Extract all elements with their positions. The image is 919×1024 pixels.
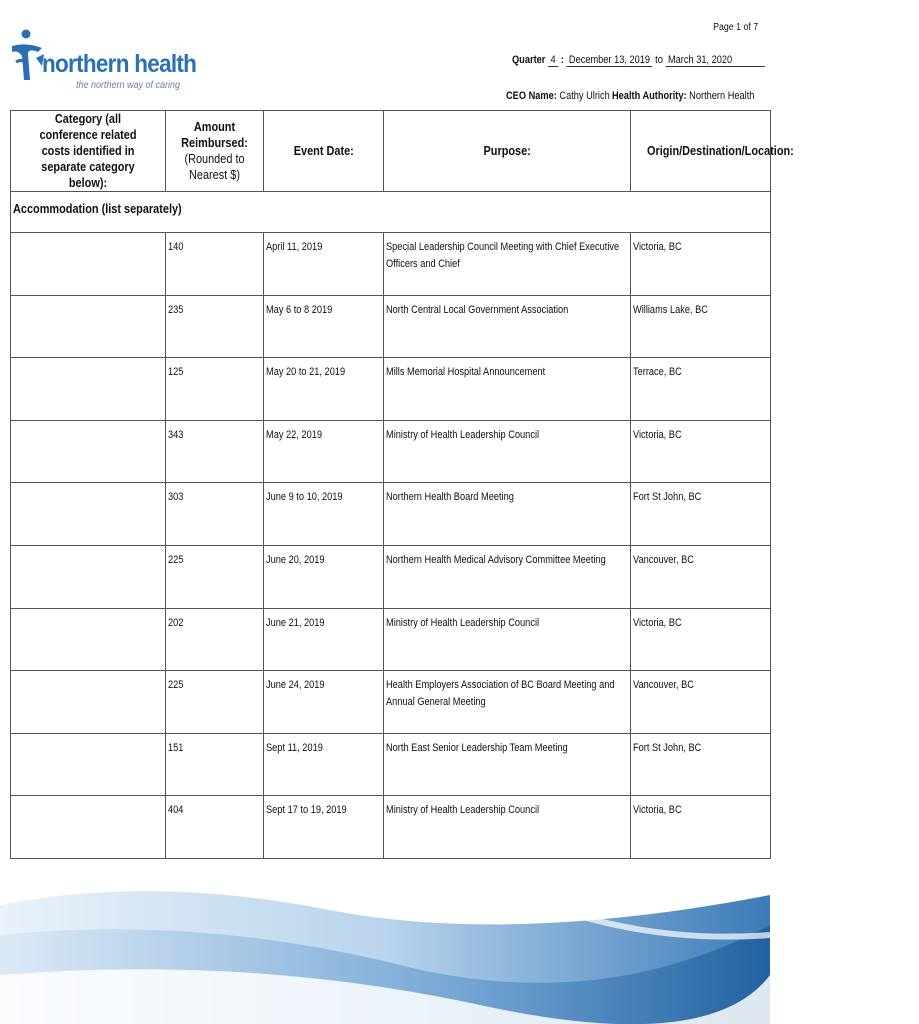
event-date-header: Event Date: [264,111,384,192]
location-cell: Victoria, BC [631,420,771,483]
purpose-cell: North Central Local Government Association [384,295,631,358]
date-cell: May 6 to 8 2019 [264,295,384,358]
table-row [11,420,771,483]
date-cell: May 22, 2019 [264,420,384,483]
category-cell [11,358,166,421]
location-cell: Fort St John, BC [631,483,771,546]
purpose-cell: Ministry of Health Leadership Council [384,608,631,671]
amount-cell: 303 [166,483,264,546]
logo-wordmark: northern health [42,50,197,78]
purpose-header: Purpose: [384,111,631,192]
category-cell [11,233,166,296]
quarter-colon: : [560,54,564,66]
table-row [11,233,771,296]
category-cell [11,483,166,546]
quarter-label: Quarter [512,54,546,66]
amount-cell: 235 [166,295,264,358]
expense-table [10,110,794,859]
category-cell [11,420,166,483]
table-row [11,545,771,608]
purpose-cell: Ministry of Health Leadership Council [384,420,631,483]
category-cell [11,796,166,859]
amount-cell: 343 [166,420,264,483]
purpose-cell: Mills Memorial Hospital Announcement [384,358,631,421]
table-row [11,295,771,358]
location-cell: Terrace, BC [631,358,771,421]
amount-cell: 140 [166,233,264,296]
category-cell [11,608,166,671]
location-cell: Vancouver, BC [631,671,771,734]
amount-cell: 404 [166,796,264,859]
section-row-accommodation [11,192,771,233]
date-cell: June 21, 2019 [264,608,384,671]
authority-value: Northern Health [689,90,755,102]
end-date: March 31, 2020 [665,54,764,67]
purpose-cell: Special Leadership Council Meeting with Chief Executive Officers and Chief [384,233,631,296]
amount-header: Amount Reimbursed: (Rounded to Nearest $) [166,111,264,192]
location-cell: Victoria, BC [631,233,771,296]
section-title: Accommodation (list separately) [11,192,771,233]
date-cell: June 9 to 10, 2019 [264,483,384,546]
page-number: Page 1 of 7 [712,22,758,33]
date-cell: Sept 11, 2019 [264,733,384,796]
table-row [11,671,771,734]
table-row [11,733,771,796]
ceo-line [506,90,610,102]
location-cell: Fort St John, BC [631,733,771,796]
category-cell [11,545,166,608]
table-header-row [11,111,771,192]
location-cell: Vancouver, BC [631,545,771,608]
category-cell [11,295,166,358]
amount-cell: 202 [166,608,264,671]
ceo-value: Cathy Ulrich [559,90,610,102]
amount-cell: 151 [166,733,264,796]
location-cell: Victoria, BC [631,608,771,671]
date-cell: June 20, 2019 [264,545,384,608]
location-cell: Williams Lake, BC [631,295,771,358]
table-row [11,608,771,671]
purpose-cell: Ministry of Health Leadership Council [384,796,631,859]
purpose-cell: Health Employers Association of BC Board Meeting and Annual General Meeting [384,671,631,734]
purpose-cell: Northern Health Board Meeting [384,483,631,546]
logo-tagline: the northern way of caring [76,80,181,91]
category-header: Category (all conference related costs identified in separate category below): [11,111,166,192]
table-row [11,358,771,421]
origin-header: Origin/Destination/Location: [631,111,771,192]
authority-label: Health Authority: [612,90,687,102]
date-cell: Sept 17 to 19, 2019 [264,796,384,859]
quarter-line [512,54,765,67]
category-cell [11,733,166,796]
location-cell: Victoria, BC [631,796,771,859]
ceo-label: CEO Name: [506,90,557,102]
table-row [11,796,771,859]
amount-cell: 225 [166,545,264,608]
date-cell: April 11, 2019 [264,233,384,296]
decorative-wave [0,855,770,1024]
table-row [11,483,771,546]
date-cell: May 20 to 21, 2019 [264,358,384,421]
category-cell [11,671,166,734]
amount-cell: 225 [166,671,264,734]
quarter-value: 4 [548,54,558,67]
purpose-cell: North East Senior Leadership Team Meeting [384,733,631,796]
purpose-cell: Northern Health Medical Advisory Committee Meeting [384,545,631,608]
amount-cell: 125 [166,358,264,421]
to-label: to [655,54,663,66]
authority-line [612,90,754,102]
date-cell: June 24, 2019 [264,671,384,734]
start-date: December 13, 2019 [566,54,652,67]
